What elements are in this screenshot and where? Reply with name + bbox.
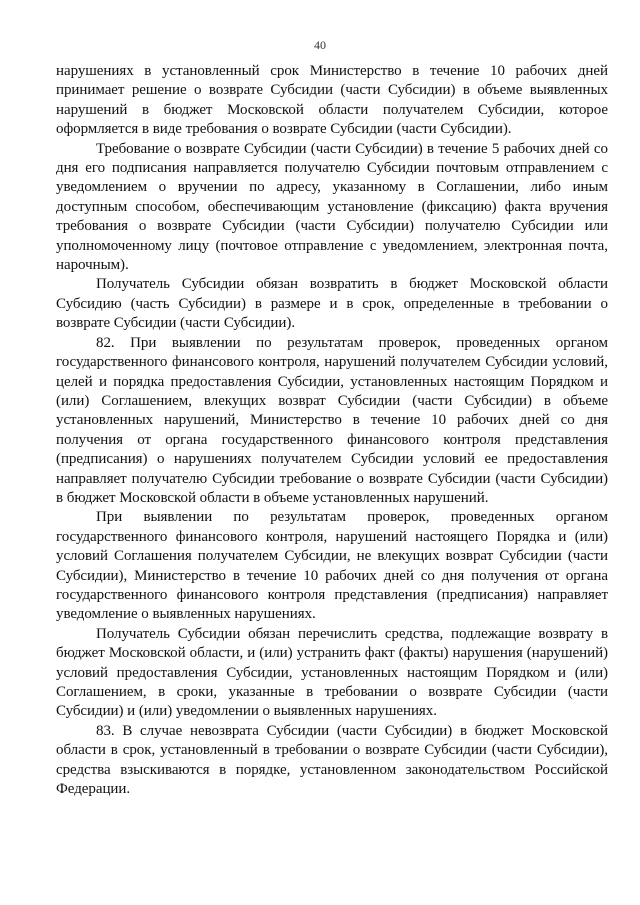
paragraph-requirement-delivery: Требование о возврате Субсидии (части Субсидии) в течение 5 рабочих дней со дня его подписания направляется получателю Субсидии почтовым отправлением с уведомлением о вручении по адресу, указанному в Соглашении, либо иным доступным способом, обеспечивающим установление (фиксацию) факта вручения требования о возврате Субсидии (части Субсидии) получателю Субсидии или уполномоченному лицу (почтовое отправление с уведомлением, электронная почта, нарочным). <box>56 140 608 274</box>
paragraph-clause-83: 83. В случае невозврата Субсидии (части Субсидии) в бюджет Московской области в срок, установленный в требовании о возврате Субсидии (части Субсидии), средства взыскиваются в порядке, установленном законодательством Российской Федерации. <box>56 722 608 798</box>
paragraph-notification: При выявлении по результатам проверок, проведенных органом государственного финансового контроля, нарушений настоящего Порядка и (или) условий Соглашения получателем Субсидии, не влекущих возврат Субсидии (части Субсидии), Министерство в течение 10 рабочих дней со дня получения от органа государственного финансового контроля представления (предписания) направляет уведомление о выявленных нарушениях. <box>56 509 608 623</box>
paragraph-transfer-obligation: Получатель Субсидии обязан перечислить средства, подлежащие возврату в бюджет Московской области, и (или) устранить факт (факты) нарушения (нарушений) условий предоставления Субсидии, установленных настоящим Порядком и (или) Соглашением, в сроки, указанные в требовании о возврате Субсидии (части Субсидии) и (или) уведомлении о выявленных нарушениях. <box>56 625 608 720</box>
paragraph-continuation: нарушениях в установленный срок Министерство в течение 10 рабочих дней принимает решение о возврате Субсидии (части Субсидии) в объеме выявленных нарушений в бюджет Московской области получателем Субсидии, которое оформляется в виде требования о возврате Субсидии (части Субсидии). <box>56 63 608 138</box>
paragraph-clause-82: 82. При выявлении по результатам проверок, проведенных органом государственного финансового контроля, нарушений получателем Субсидии условий, целей и порядка предоставления Субсидии, установленных настоящим Порядком и (или) Соглашением, влекущих возврат Субсидии (части Субсидии) в объеме установленных нарушений, Министерство в течение 10 рабочих дней со дня получения от органа государственного финансового контроля представления (предписания) о нарушениях получателем Субсидии условий ее предоставления направляет получателю Субсидии требование о возврате Субсидии (части Субсидии) в бюджет Московской области в объеме установленных нарушений. <box>56 334 608 506</box>
document-body <box>56 62 608 799</box>
paragraph-return-obligation: Получатель Субсидии обязан возвратить в бюджет Московской области Субсидию (часть Субсидии) в размере и в срок, определенные в требовании о возврате Субсидии (части Субсидии). <box>56 276 608 332</box>
page-number: 40 <box>314 38 326 52</box>
